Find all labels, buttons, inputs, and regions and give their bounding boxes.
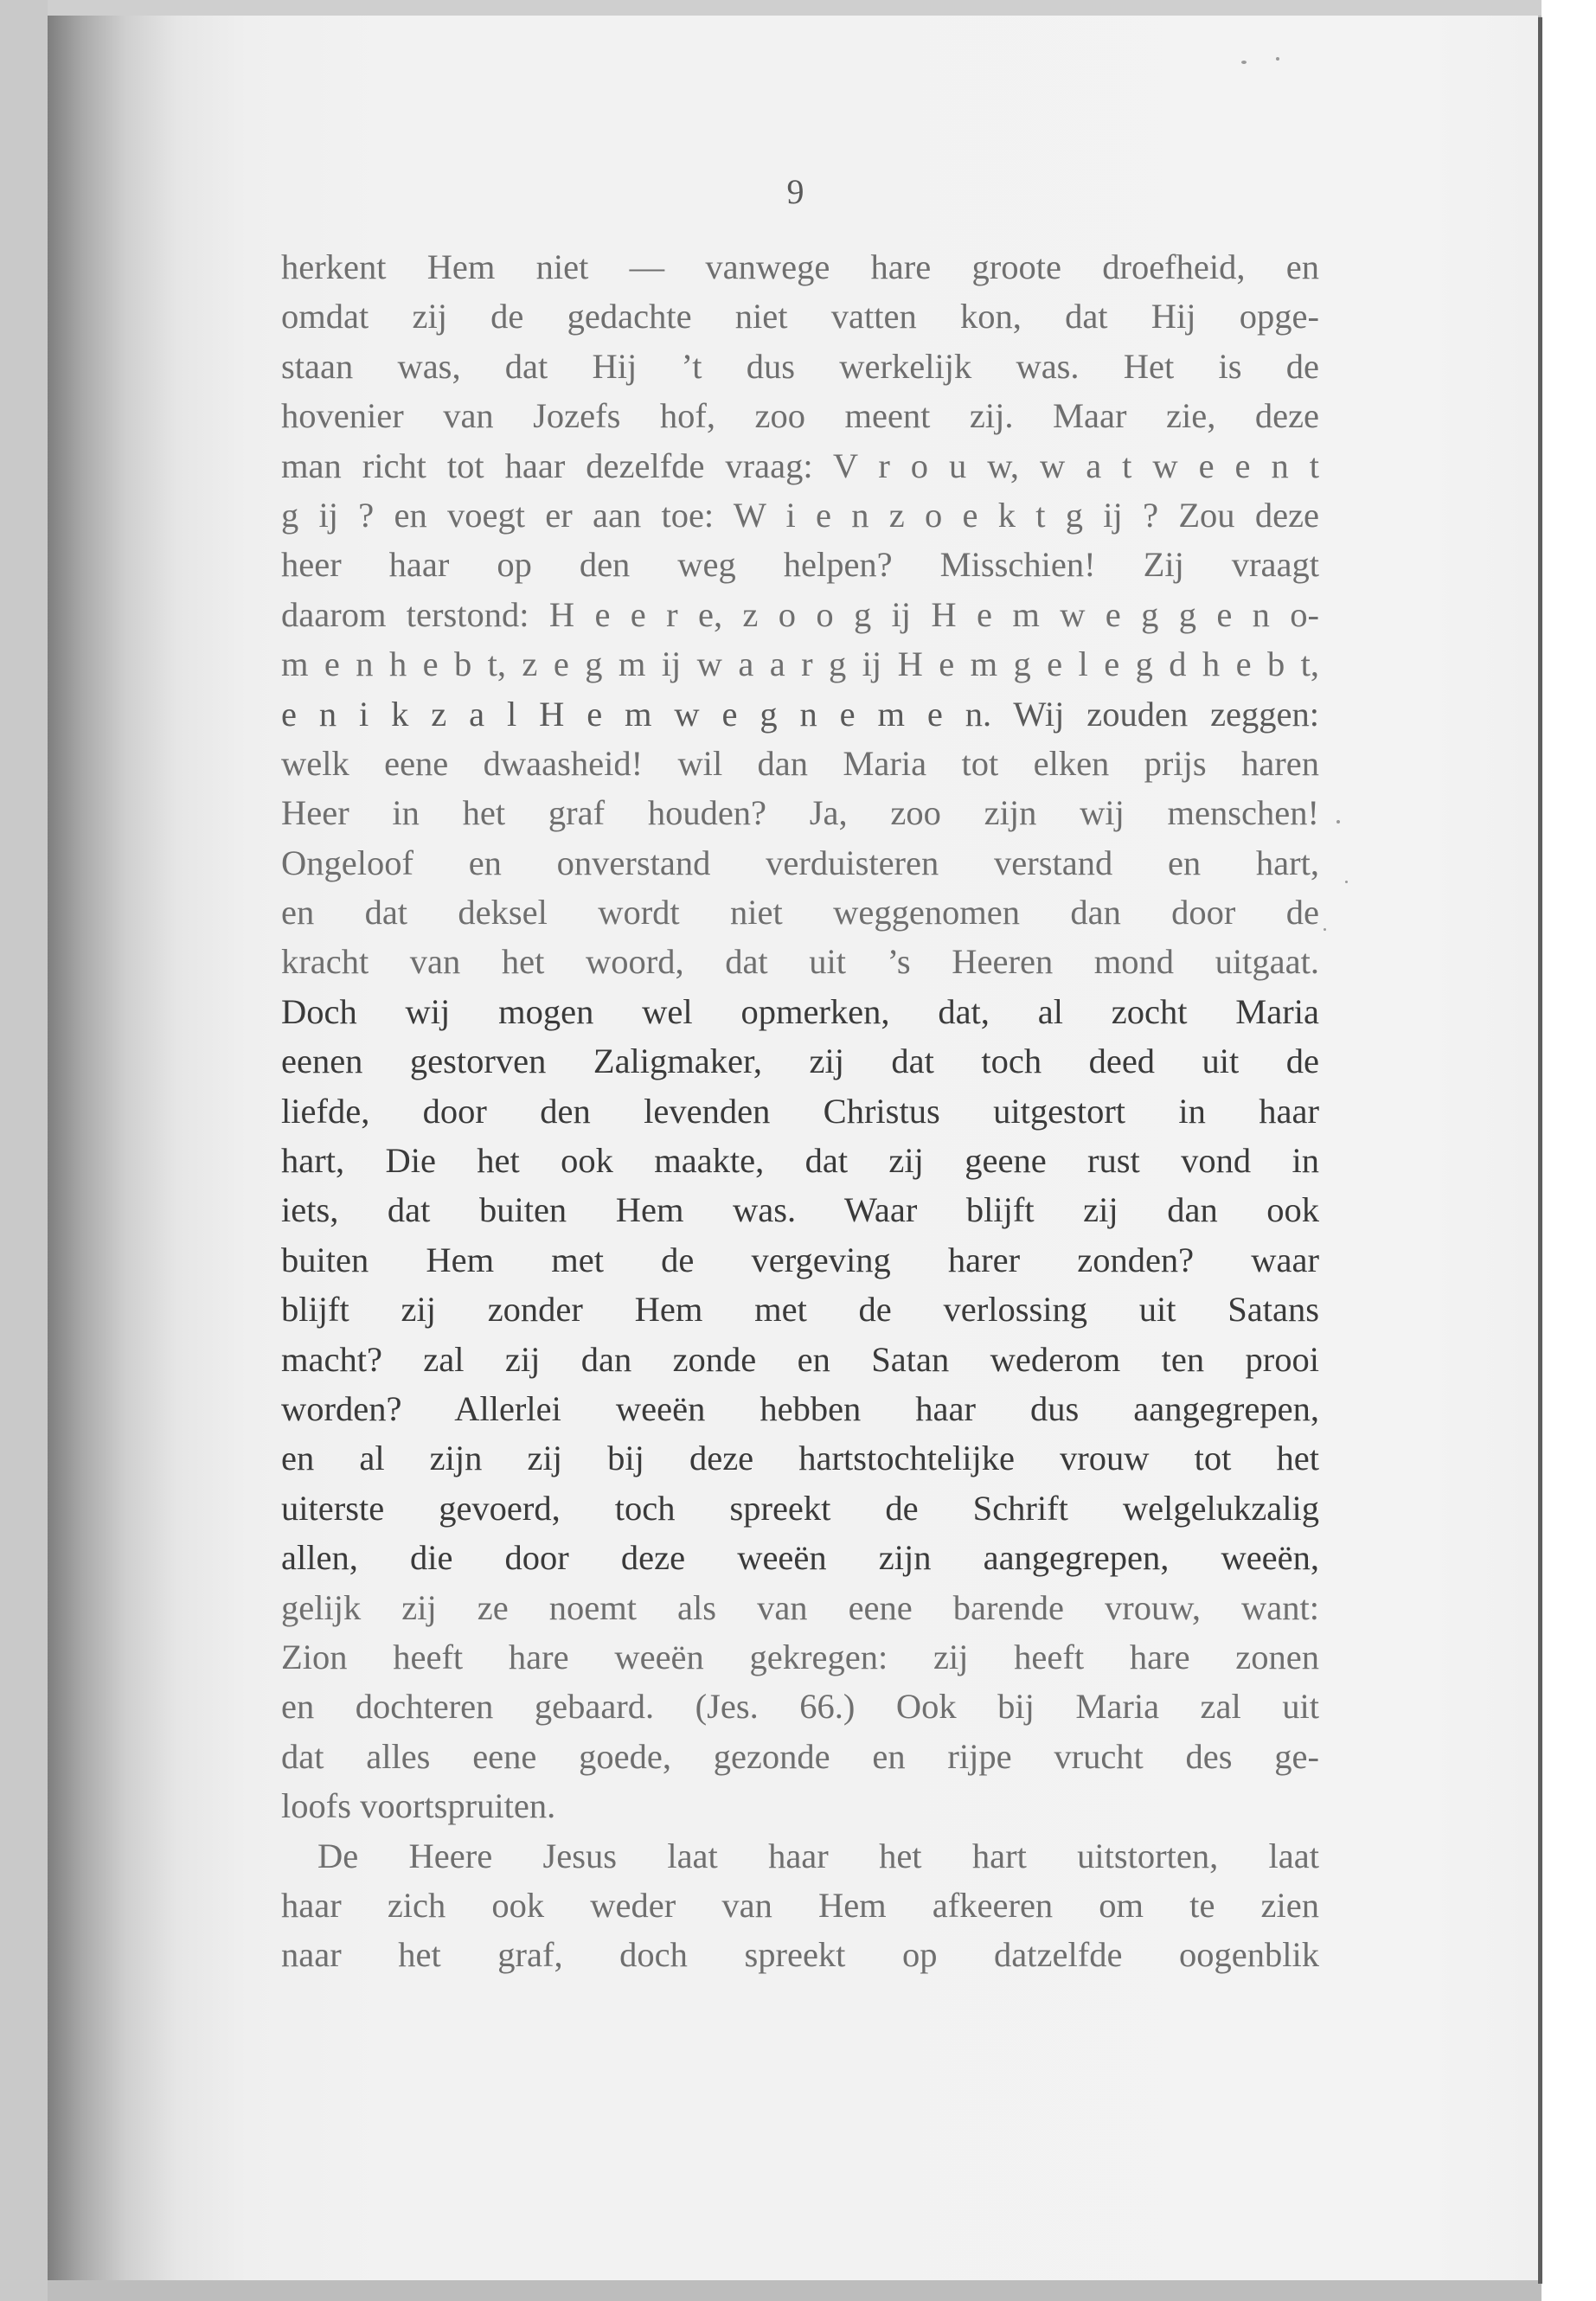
text-line: Zion heeft hare weeën gekregen: zij heeft hare zonen: [281, 1637, 1319, 1676]
text-line: man richt tot haar dezelfde vraag: V r o u w, w a t w e e n t: [281, 445, 1319, 485]
text-line: De Heere Jesus laat haar het hart uitstorten, laat: [317, 1836, 1319, 1875]
text-line: m e n h e b t, z e g m ij w a a r g ij H e m g e l e g d h e b t,: [281, 644, 1319, 684]
text-line: allen, die door deze weeën zijn aangegrepen, weeën,: [281, 1538, 1319, 1578]
scan-bottom-edge: [48, 2280, 1542, 2301]
book-page: [48, 16, 1538, 2280]
paper-speck: [1336, 820, 1340, 824]
text-line: e n i k z a l H e m w e g n e m e n. Wij zouden zeggen:: [281, 694, 1319, 734]
text-line: herkent Hem niet — vanwege hare groote droefheid, en: [281, 247, 1319, 286]
paper-speck: [1324, 928, 1326, 931]
text-line: loofs voortspruiten.: [281, 1786, 556, 1826]
text-line: worden? Allerlei weeën hebben haar dus aangegrepen,: [281, 1388, 1319, 1428]
scan-right-edge-line: [1538, 17, 1542, 2284]
text-line: buiten Hem met de vergeving harer zonden? waar: [281, 1240, 1319, 1279]
text-line: macht? zal zij dan zonde en Satan wederom ten prooi: [281, 1339, 1319, 1379]
text-line: heer haar op den weg helpen? Misschien! Zij vraagt: [281, 545, 1319, 585]
text-line: en al zijn zij bij deze hartstochtelijke vrouw tot het: [281, 1439, 1319, 1478]
text-line: liefde, door den levenden Christus uitgestort in haar: [281, 1091, 1319, 1131]
text-line: gelijk zij ze noemt als van eene barende vrouw, want:: [281, 1587, 1319, 1627]
text-line: g ij ? en voegt er aan toe: W i e n z o e k t g ij ? Zou deze: [281, 495, 1319, 535]
text-line: haar zich ook weder van Hem afkeeren om te zien: [281, 1885, 1319, 1925]
text-line: naar het graf, doch spreekt op datzelfde oogenblik: [281, 1935, 1319, 1975]
page-number: 9: [786, 172, 805, 211]
text-line: omdat zij de gedachte niet vatten kon, dat Hij opge-: [281, 297, 1319, 336]
text-line: daarom terstond: H e e r e, z o o g ij H e m w e g g e n o-: [281, 594, 1319, 634]
text-line: iets, dat buiten Hem was. Waar blijft zij dan ook: [281, 1190, 1319, 1230]
text-line: eenen gestorven Zaligmaker, zij dat toch deed uit de: [281, 1042, 1319, 1081]
paper-speck: [1345, 881, 1348, 883]
text-line: Heer in het graf houden? Ja, zoo zijn wij menschen!: [281, 793, 1319, 833]
scan-left-edge: [0, 0, 48, 2301]
paper-speck: [1241, 61, 1247, 64]
scan-right-margin: [1542, 0, 1596, 2301]
body-text: [281, 242, 1319, 1980]
text-line: Doch wij mogen wel opmerken, dat, al zocht Maria: [281, 991, 1319, 1031]
text-line: dat alles eene goede, gezonde en rijpe vrucht des ge-: [281, 1736, 1319, 1776]
text-line: blijft zij zonder Hem met de verlossing uit Satans: [281, 1290, 1319, 1330]
text-line: hart, Die het ook maakte, dat zij geene rust vond in: [281, 1141, 1319, 1181]
text-line: Ongeloof en onverstand verduisteren verstand en hart,: [281, 843, 1319, 882]
scan-top-edge: [48, 0, 1544, 16]
text-line: uiterste gevoerd, toch spreekt de Schrift welgelukzalig: [281, 1488, 1319, 1528]
text-line: staan was, dat Hij ’t dus werkelijk was. Het is de: [281, 346, 1319, 386]
text-line: welk eene dwaasheid! wil dan Maria tot elken prijs haren: [281, 743, 1319, 783]
text-line: en dat deksel wordt niet weggenomen dan door de: [281, 893, 1319, 933]
text-line: en dochteren gebaard. (Jes. 66.) Ook bij Maria zal uit: [281, 1687, 1319, 1727]
text-line: hovenier van Jozefs hof, zoo meent zij. Maar zie, deze: [281, 396, 1319, 436]
text-line: kracht van het woord, dat uit ’s Heeren mond uitgaat.: [281, 942, 1319, 982]
paper-speck: [1276, 57, 1279, 61]
